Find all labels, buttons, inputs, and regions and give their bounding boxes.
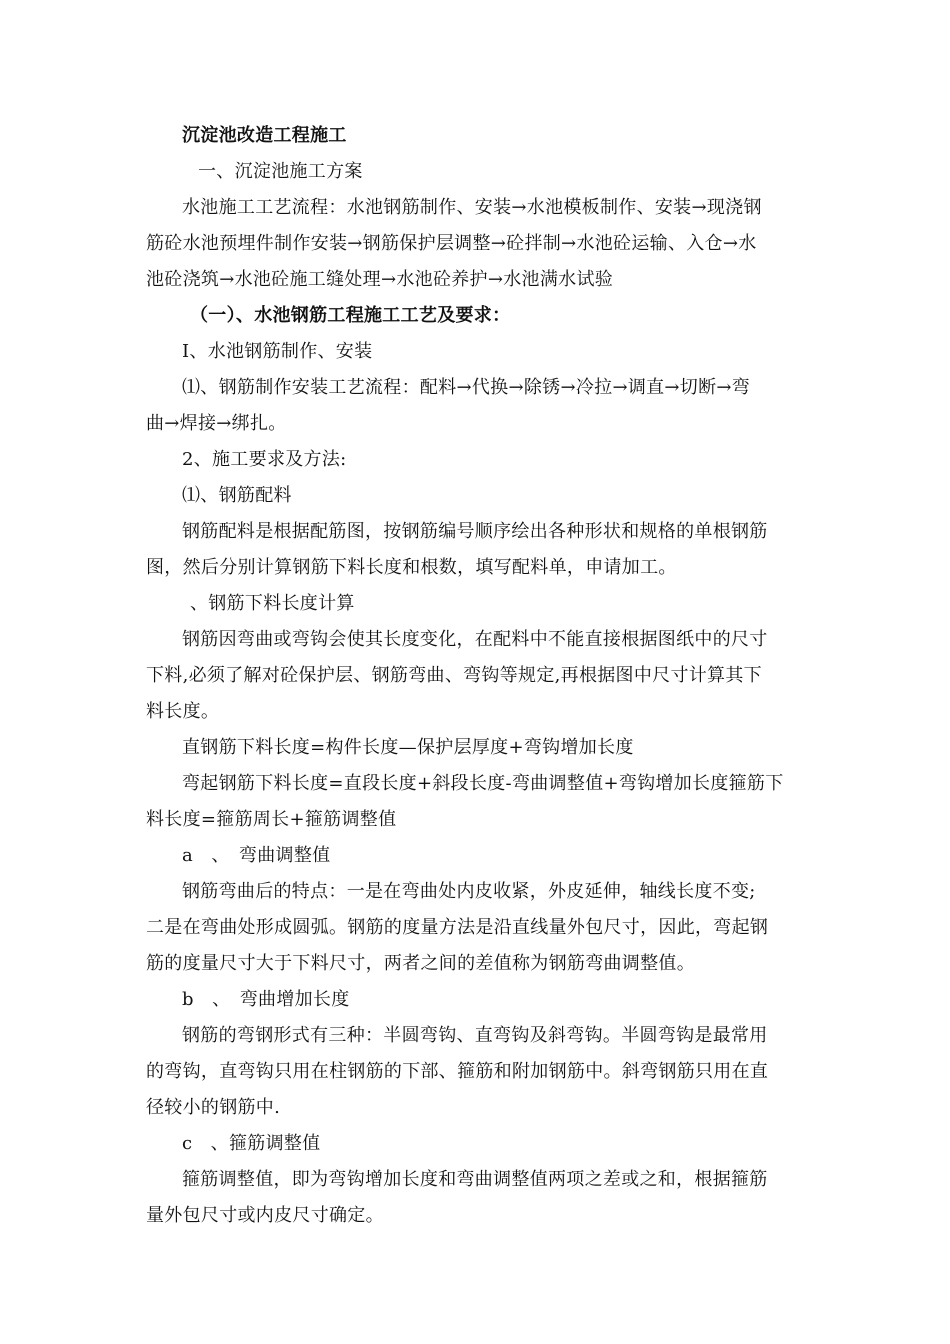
paragraph-line: 曲→焊接→绑扎。 [146, 413, 287, 434]
paragraph-line: ⑴、钢筋制作安装工艺流程：配料→代换→除锈→冷拉→调直→切断→弯 [182, 377, 751, 398]
paragraph-line: 料长度。 [146, 701, 220, 722]
paragraph-line: 径较小的钢筋中. [146, 1097, 281, 1118]
paragraph-line: 2、施工要求及方法: [182, 449, 347, 470]
paragraph-line: 箍筋调整值，即为弯钩增加长度和弯曲调整值两项之差或之和，根据箍筋 [182, 1169, 768, 1190]
paragraph-line: 筋的度量尺寸大于下料尺寸，两者之间的差值称为钢筋弯曲调整值。 [146, 953, 695, 974]
paragraph-line: 量外包尺寸或内皮尺寸确定。 [146, 1205, 384, 1226]
paragraph-line: 的弯钩，直弯钩只用在柱钢筋的下部、箍筋和附加钢筋中。斜弯钢筋只用在直 [146, 1061, 769, 1082]
paragraph-line: b 、 弯曲增加长度 [182, 989, 350, 1010]
paragraph-line: 、钢筋下料长度计算 [190, 593, 355, 614]
paragraph-line: 筋砼水池预埋件制作安装→钢筋保护层调整→砼拌制→水池砼运输、入仓→水 [146, 233, 757, 254]
section-heading: 一、沉淀池施工方案 [198, 161, 363, 182]
paragraph-line: 钢筋因弯曲或弯钩会使其长度变化，在配料中不能直接根据图纸中的尺寸 [182, 629, 768, 650]
paragraph-line: 钢筋配料是根据配筋图，按钢筋编号顺序绘出各种形状和规格的单根钢筋 [182, 521, 768, 542]
paragraph-line: 料长度=箍筋周长+箍筋调整值 [146, 809, 397, 830]
paragraph-line: 下料,必须了解对砼保护层、钢筋弯曲、弯钩等规定,再根据图中尺寸计算其下 [146, 665, 762, 686]
paragraph-line: 弯起钢筋下料长度=直段长度+斜段长度-弯曲调整值+弯钩增加长度箍筋下 [182, 773, 784, 794]
subsection-heading: （一）、水池钢筋工程施工工艺及要求： [190, 305, 511, 326]
paragraph-line: 池砼浇筑→水池砼施工缝处理→水池砼养护→水池满水试验 [146, 269, 614, 290]
paragraph-line: I、水池钢筋制作、安装 [182, 341, 373, 362]
paragraph-line: 直钢筋下料长度=构件长度—保护层厚度+弯钩增加长度 [182, 737, 634, 758]
paragraph-line: 钢筋的弯钢形式有三种：半圆弯钩、直弯钩及斜弯钩。半圆弯钩是最常用 [182, 1025, 768, 1046]
paragraph-line: 图，然后分别计算钢筋下料长度和根数，填写配料单，申请加工。 [146, 557, 677, 578]
document-title: 沉淀池改造工程施工 [182, 125, 347, 146]
paragraph-line: ⑴、钢筋配料 [182, 485, 292, 506]
paragraph-line: 钢筋弯曲后的特点：一是在弯曲处内皮收紧，外皮延伸，轴线长度不变; [182, 881, 756, 902]
paragraph-line: a 、 弯曲调整值 [182, 845, 331, 866]
paragraph-line: 水池施工工艺流程：水池钢筋制作、安装→水池模板制作、安装→现浇钢 [182, 197, 762, 218]
paragraph-line: 二是在弯曲处形成圆弧。钢筋的度量方法是沿直线量外包尺寸，因此，弯起钢 [146, 917, 769, 938]
paragraph-line: c 、箍筋调整值 [182, 1133, 321, 1154]
